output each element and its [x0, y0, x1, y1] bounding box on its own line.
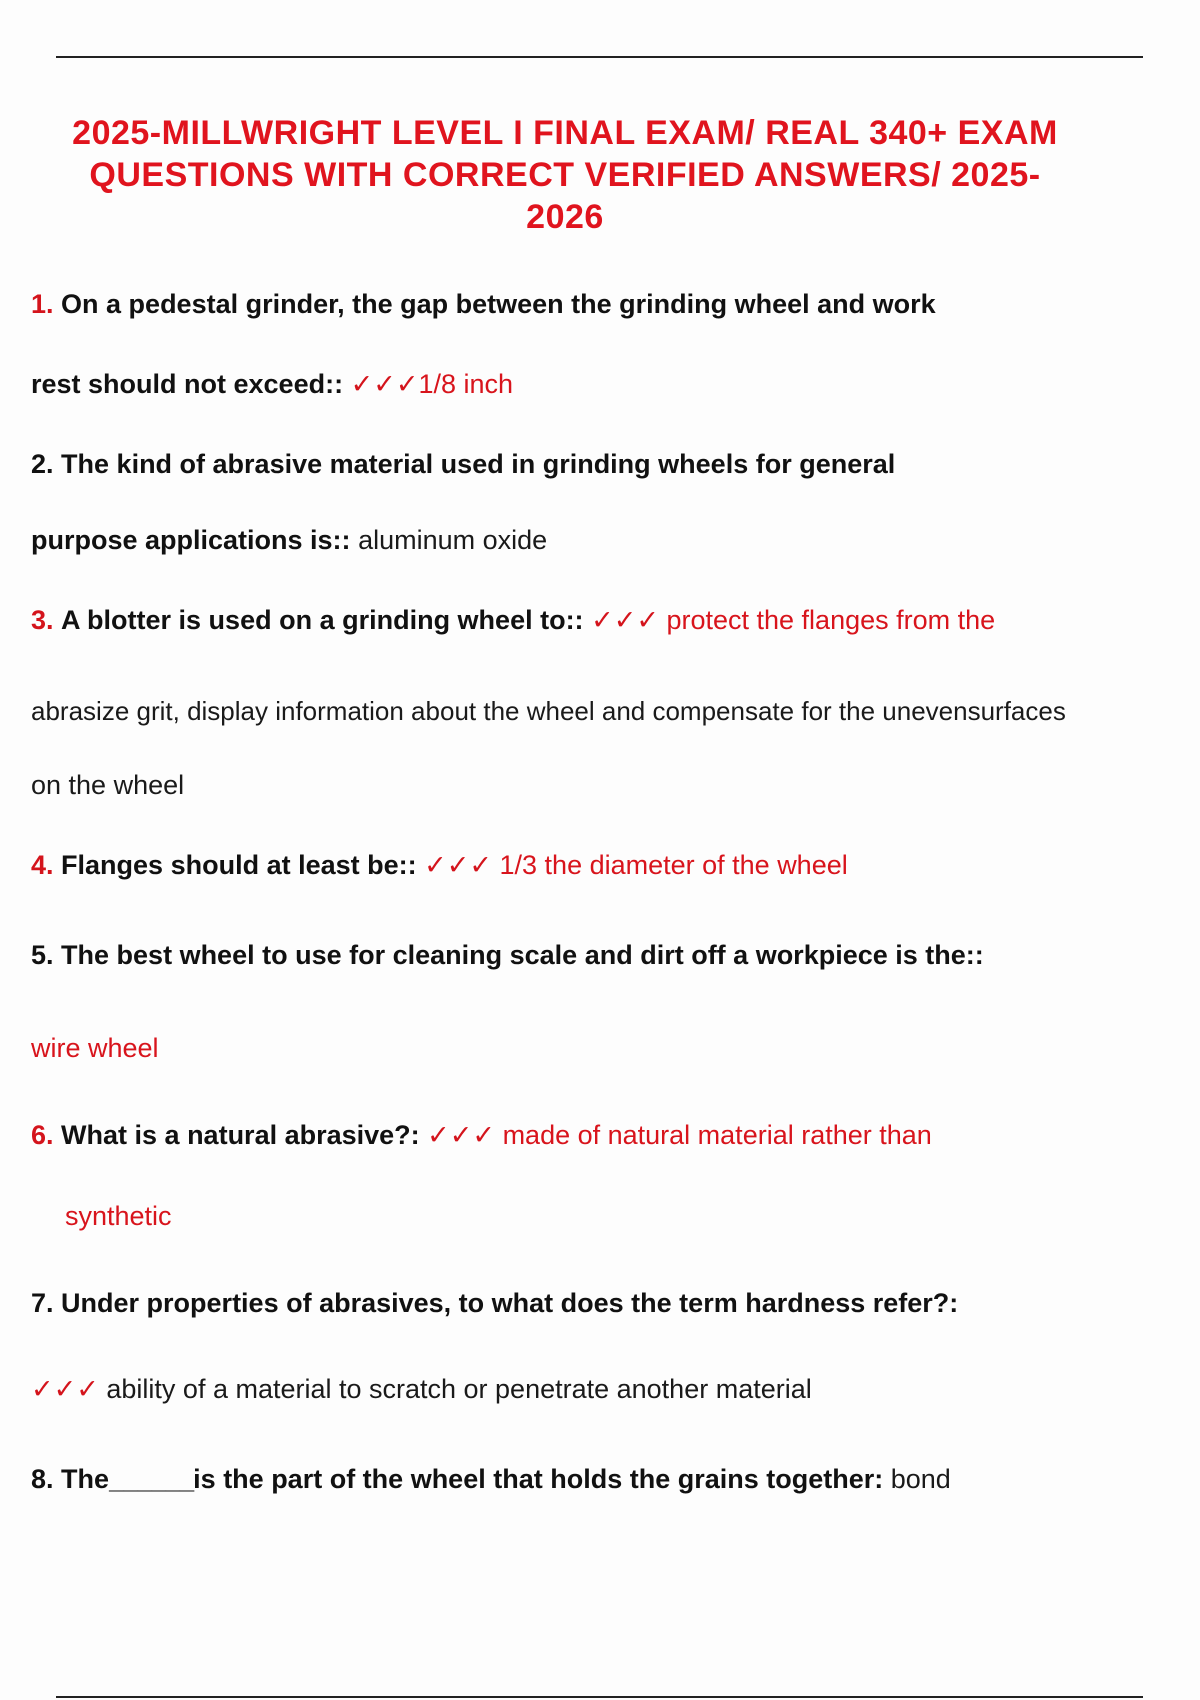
question-number: 2. — [31, 449, 54, 479]
question-number: 4. — [31, 850, 54, 880]
answer-text: abrasize grit, display information about the wheel and compensate for the unevensurfaces — [31, 696, 1066, 726]
question-1-line-1 — [31, 287, 936, 321]
question-1-line-2 — [31, 367, 513, 401]
question-8-line-1 — [31, 1462, 951, 1496]
question-number: 7. — [31, 1288, 54, 1318]
question-number: 6. — [31, 1120, 54, 1150]
question-number: 1. — [31, 289, 54, 319]
question-text: The best wheel to use for cleaning scale and dirt off a workpiece is the:: — [61, 940, 984, 970]
question-text: A blotter is used on a grinding wheel to:: — [61, 605, 584, 635]
answer-text: protect the flanges from the — [666, 605, 996, 635]
top-divider — [56, 56, 1143, 58]
answer-text: 1/3 the diameter of the wheel — [499, 850, 848, 880]
question-number: 8. — [31, 1464, 54, 1494]
question-text: On a pedestal grinder, the gap between the grinding wheel and work — [61, 289, 936, 319]
bottom-divider — [56, 1696, 1143, 1698]
question-text: rest should not exceed:: — [31, 369, 344, 399]
question-7-line-2 — [31, 1372, 812, 1406]
checkmark-icon: ✓✓✓ — [427, 1120, 496, 1150]
question-6-line-2 — [65, 1199, 172, 1233]
question-text: is the part of the wheel that holds the grains together: — [193, 1464, 884, 1494]
question-number: 3. — [31, 605, 54, 635]
question-7-line-1 — [31, 1286, 958, 1320]
answer-text: ability of a material to scratch or penetrate another material — [106, 1374, 812, 1404]
answer-text: synthetic — [65, 1201, 172, 1231]
question-6-line-1 — [31, 1118, 932, 1152]
question-2-line-2 — [31, 523, 547, 557]
question-3-line-3 — [31, 768, 184, 802]
answer-text: 1/8 inch — [418, 369, 514, 399]
answer-text: bond — [890, 1464, 951, 1494]
checkmark-icon: ✓✓✓ — [31, 1374, 99, 1404]
question-3-line-1 — [31, 603, 995, 637]
question-3-line-2 — [31, 694, 1066, 728]
question-5-line-2 — [31, 1031, 159, 1065]
question-4-line-1 — [31, 848, 848, 882]
fill-in-blank: ______ — [109, 1464, 194, 1494]
answer-text: made of natural material rather than — [502, 1120, 932, 1150]
answer-text: aluminum oxide — [358, 525, 548, 555]
title-line-3: 2026 — [526, 198, 604, 236]
question-5-line-1 — [31, 938, 984, 972]
question-text: purpose applications is:: — [31, 525, 351, 555]
question-text: The kind of abrasive material used in grinding wheels for general — [61, 449, 896, 479]
question-text: What is a natural abrasive?: — [61, 1120, 420, 1150]
checkmark-icon: ✓✓✓ — [591, 605, 659, 635]
title-line-2: QUESTIONS WITH CORRECT VERIFIED ANSWERS/ 2025- — [89, 156, 1041, 194]
question-text: The — [61, 1464, 110, 1494]
question-2-line-1 — [31, 447, 895, 481]
answer-text: wire wheel — [31, 1033, 159, 1063]
checkmark-icon: ✓✓✓ — [350, 369, 419, 399]
title-line-1: 2025-MILLWRIGHT LEVEL I FINAL EXAM/ REAL 340+ EXAM — [72, 114, 1058, 152]
document-title — [20, 112, 1110, 238]
answer-text: on the wheel — [31, 770, 185, 800]
question-number: 5. — [31, 940, 54, 970]
question-text: Under properties of abrasives, to what does the term hardness refer?: — [61, 1288, 959, 1318]
checkmark-icon: ✓✓✓ — [424, 850, 492, 880]
question-text: Flanges should at least be:: — [61, 850, 417, 880]
